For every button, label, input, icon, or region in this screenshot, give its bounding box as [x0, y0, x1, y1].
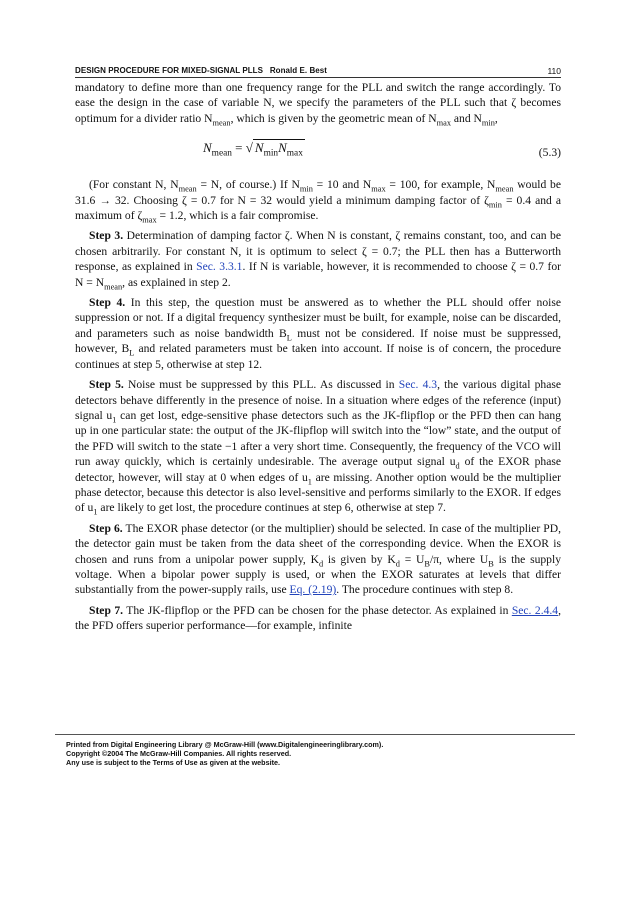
paragraph-step-6: Step 6. The EXOR phase detector (or the multiplier) should be selected. In case of the multiplier PD, the detector gain must be taken from the data sheet of the corresponding device. When the EXOR is chosen and runs from a unipolar power supply, $K_d$ is given by $K_d = U_B/\pi$, where $U_B$ is the supply voltage. When a bipolar power supply is used, or when the EXOR saturates at levels that differ substantially from the power-supply rails, use Eq. (2.19). The procedure continues with step 8.: [75, 521, 562, 597]
footer-line-1: Printed from Digital Engineering Library @ McGraw-Hill (www.Digitalengineeringlibrary.com).: [66, 740, 384, 749]
header-divider: [75, 77, 561, 78]
page-footer: [66, 740, 566, 767]
step-5-label: Step 5.: [89, 378, 124, 392]
paragraph-step-7: Step 7. The JK-flipflop or the PFD can be chosen for the phase detector. As explained in Sec. 2.4.4, the PFD offers superior performance—for example, infinite: [75, 603, 561, 633]
step-3-label: Step 3.: [89, 229, 124, 243]
paragraph-step-3: Step 3. Determination of damping factor ζ. When N is constant, ζ remains constant, too, and can be chosen arbitrarily. For constant N, it is optimum to select ζ = 0.7; the PLL then has a Butterworth response, as explained in Sec. 3.3.1. If N is variable, however, it is recommended to choose ζ = 0.7 for $N = N_{mean}$, as explained in step 2.: [75, 229, 561, 291]
page-number: 110: [547, 66, 561, 76]
footer-line-2: Copyright ©2004 The McGraw-Hill Companies. All rights reserved.: [66, 749, 292, 758]
equation-5-3: [75, 131, 561, 171]
equation-expression: $N_{mean}$ = √ $N_{min}N_{max}$: [203, 140, 303, 159]
step-7-label: Step 7.: [89, 603, 124, 617]
header-author: Ronald E. Best: [269, 66, 327, 75]
footer-divider: [55, 734, 575, 735]
paragraph-step-4: Step 4. In this step, the question must be answered as to whether the PLL should offer noise suppression or not. If a digital frequency synthesizer must be built, for example, noise can be discarded, and parameters such as noise bandwidth $B_L$ must not be considered. If noise must be suppressed, however, $B_L$ and related parameters must be taken into account. If noise is of concern, the procedure continues at step 5, otherwise at step 12.: [75, 296, 561, 371]
paragraph-intro: mandatory to define more than one frequency range for the PLL and switch the range accordingly. To ease the design in the case of variable N, we specify the parameters of the PLL such that ζ becomes optimum for a divider ratio $N_{mean}$, which is given by the geometric mean of $N_{max}$ and $N_{min}$,: [75, 81, 561, 128]
paragraph-step-5: Step 5. Noise must be suppressed by this PLL. As discussed in Sec. 4.3, the various digital phase detectors behave differently in the presence of noise. In a situation where edges of the reference (input) signal $u_1$ can get lost, edge-sensitive phase detectors such as the JK-flipflop or the PFD then can hang up in one particular state: the output of the JK-flipflop will switch into the “low” state, and the output of the PFD will switch to the state −1 after a very short time. Consequently, the frequency of the VCO will run away quickly, which is certainly undesirable. The average output signal $u_d$ of the EXOR phase detector, however, will stay at 0 when edges of $u_1$ are missing. Another option would be the multiplier phase detector, because this detector is also level-sensitive and performs similarly to the EXOR. If edges of $u_1$ are likely to get lost, the procedure continues at step 6, otherwise at step 7.: [75, 378, 562, 517]
link-sec-3-3-1[interactable]: Sec. 3.3.1: [196, 260, 243, 274]
equation-number: (5.3): [538, 146, 561, 160]
link-eq-2-19[interactable]: Eq. (2.19): [289, 583, 337, 597]
link-sec-2-4-4[interactable]: Sec. 2.4.4: [511, 603, 559, 617]
header-title: DESIGN PROCEDURE FOR MIXED-SIGNAL PLLS Ronald E. Best: [75, 66, 327, 75]
step-6-label: Step 6.: [89, 521, 123, 535]
page-body: [75, 80, 561, 639]
paragraph-example: (For constant N, $N_{mean} = N$, of course.) If $N_{min} = 10$ and $N_{max} = 100$, for example, $N_{mean}$ would be 31.6 → 32. Choosing ζ = 0.7 for N = 32 would yield a minimum damping factor of $\zeta_{min} = 0.4$ and a maximum of $\zeta_{max} = 1.2$, which is a fair compromise.: [75, 178, 561, 225]
link-sec-4-3[interactable]: Sec. 4.3: [398, 378, 438, 392]
running-header: [75, 64, 561, 78]
footer-line-3: Any use is subject to the Terms of Use as given at the website.: [66, 758, 280, 767]
step-4-label: Step 4.: [89, 296, 126, 310]
